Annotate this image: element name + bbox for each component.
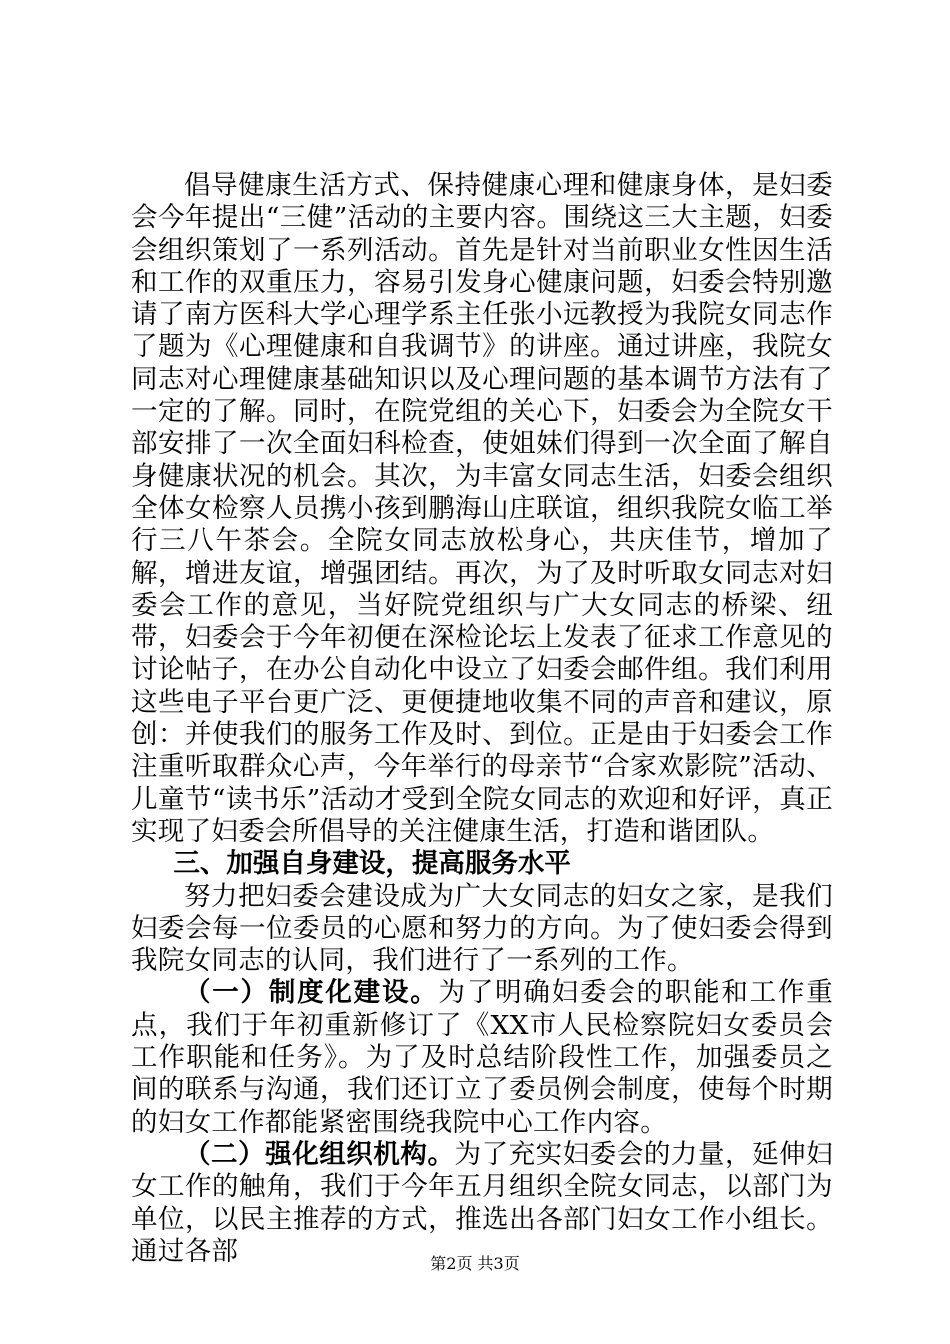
document-body <box>131 170 833 1268</box>
subsection-1-title: （一）制度化建设。 <box>183 977 439 1009</box>
subsection-2-title: （二）强化组织机构。 <box>183 1138 455 1170</box>
section-heading-3: 三、加强自身建设，提高服务水平 <box>173 848 571 880</box>
subsection-institutional-building <box>131 977 833 1138</box>
paragraph-womens-home: 努力把妇委会建设成为广大女同志的妇女之家，是我们妇委会每一位委员的心愿和努力的方向。为了使妇委会得到我院女同志的认同，我们进行了一系列的工作。 <box>131 880 833 977</box>
subsection-2-body: 为了充实妇委会的力量，延伸妇女工作的触角，我们于今年五月组织全院女同志，以部门为单位，以民主推荐的方式，推选出各部门妇女工作小组长。通过各部 <box>131 1138 834 1267</box>
paragraph-three-health-activities: 倡导健康生活方式、保持健康心理和健康身体，是妇委会今年提出“三健”活动的主要内容。围绕这三大主题，妇委会组织策划了一系列活动。首先是针对当前职业女性因生活和工作的双重压力，容易引发身心健康问题，妇委会特别邀请了南方医科大学心理学系主任张小远教授为我院女同志作了题为《心理健康和自我调节》的讲座。通过讲座，我院女同志对心理健康基础知识以及心理问题的基本调节方法有了一定的了解。同时，在院党组的关心下，妇委会为全院女干部安排了一次全面妇科检查，使姐妹们得到一次全面了解自身健康状况的机会。其次，为丰富女同志生活，妇委会组织全体女检察人员携小孩到鹏海山庄联谊，组织我院女临工举行三八午茶会。全院女同志放松身心，共庆佳节，增加了解，增进友谊，增强团结。再次，为了及时听取女同志对妇委会工作的意见，当好院党组织与广大女同志的桥梁、纽带，妇委会于今年初便在深检论坛上发表了征求工作意见的讨论帖子，在办公自动化中设立了妇委会邮件组。我们利用这些电子平台更广泛、更便捷地收集不同的声音和建议，原创：并使我们的服务工作及时、到位。正是由于妇委会工作注重听取群众心声，今年举行的母亲节“合家欢影院”活动、儿童节“读书乐”活动才受到全院女同志的欢迎和好评，真正实现了妇委会所倡导的关注健康生活，打造和谐团队。 <box>131 170 833 847</box>
subsection-1-body: 为了明确妇委会的职能和工作重点，我们于年初重新修订了《XX市人民检察院妇女委员会工作职能和任务》。为了及时总结阶段性工作，加强委员之间的联系与沟通，我们还订立了委员例会制度，使每个时期的妇女工作都能紧密围绕我院中心工作内容。 <box>131 977 834 1138</box>
subsection-organization <box>131 1139 833 1268</box>
page-number-footer: 第2页 共3页 <box>430 1254 520 1273</box>
